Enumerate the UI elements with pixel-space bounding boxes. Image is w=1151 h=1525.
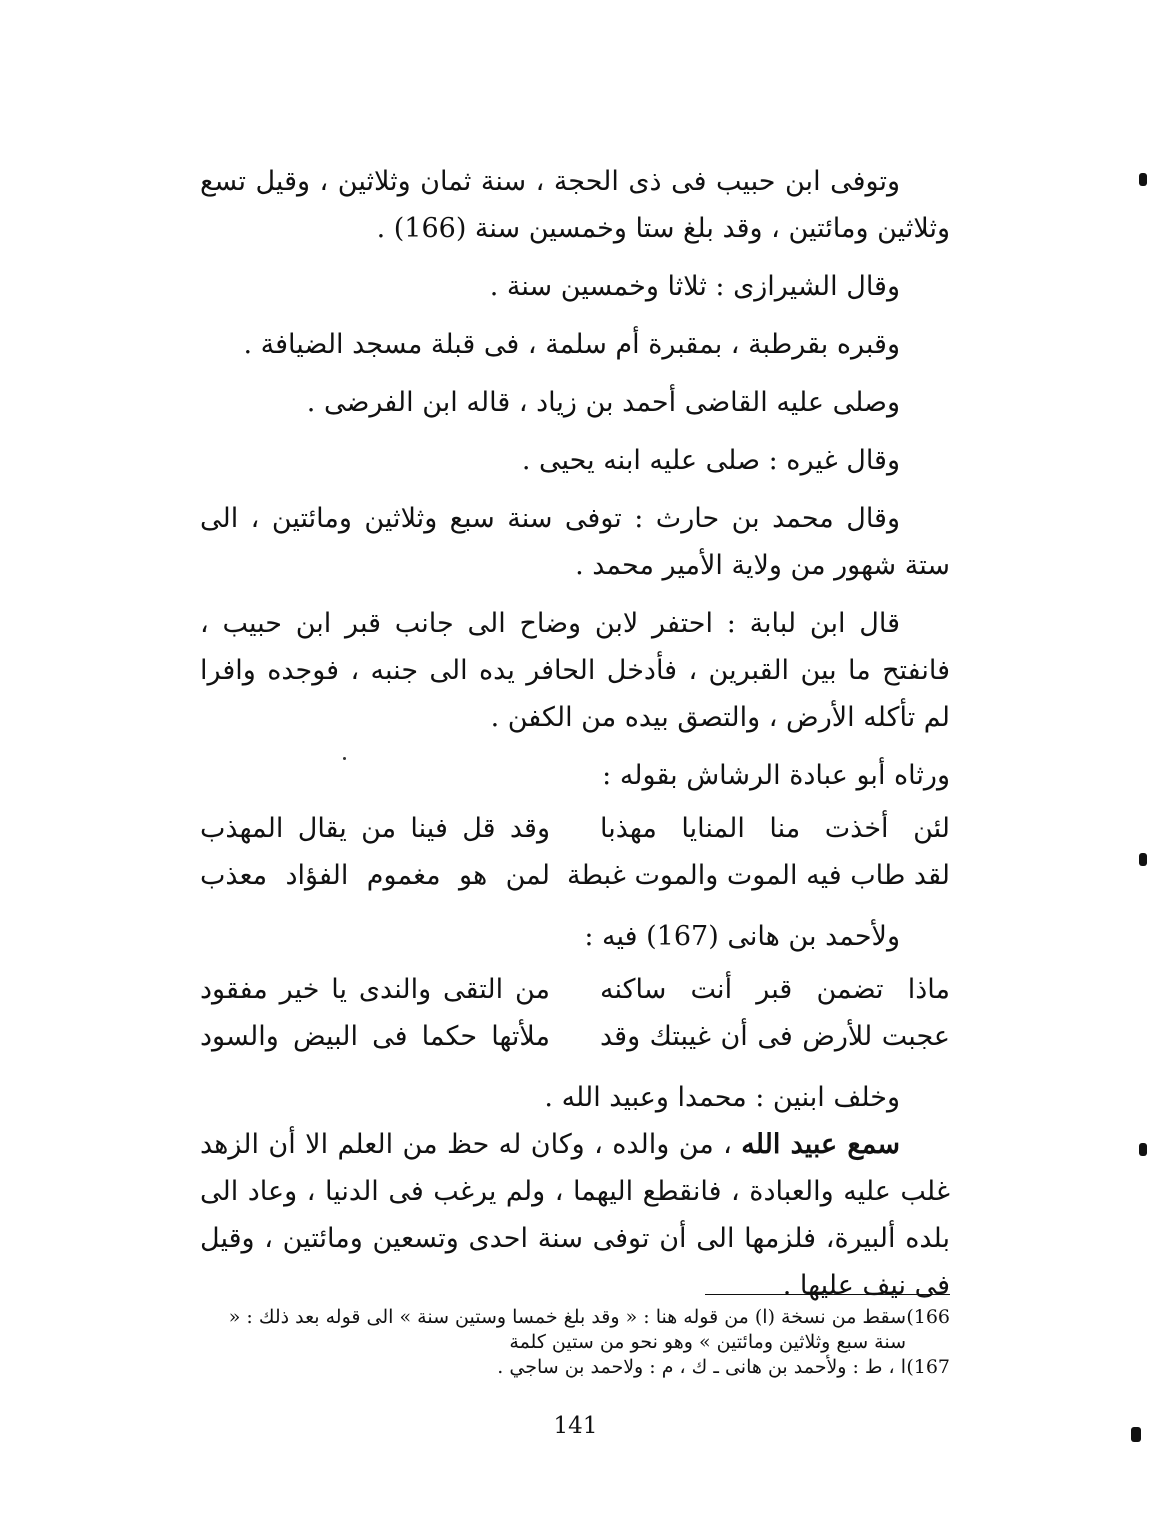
footnotes [200,1305,950,1380]
margin-ink-mark [1139,1143,1147,1156]
paragraph-shirazi: وقال الشيرازى : ثلاثا وخمسين سنة . [489,271,900,302]
verse-second-hemistich: من التقى والندى يا خير مفقود [200,974,550,1005]
paragraph-other-report: وقال غيره : صلى عليه ابنه يحيى . [521,445,900,476]
verse-line [200,1013,950,1060]
paragraph-sons: وخلف ابنين : محمدا وعبيد الله . [544,1082,900,1113]
ubaidallah-heading: سمع عبيد الله [741,1129,900,1160]
poem-rashash [200,805,950,899]
footnote-text: ا ، ط : ولأحمد بن هانى ـ ك ، م : ولاحمد بن ساجي . [497,1356,906,1378]
verse-first-hemistich: عجبت للأرض فى أن غيبتك وقد [600,1021,950,1052]
margin-ink-mark [1139,173,1147,186]
main-text [200,158,950,1320]
footnote-167 [200,1355,950,1380]
paragraph-death-date: وتوفى ابن حبيب فى ذى الحجة ، سنة ثمان وثلاثين ، وقيل تسع وثلاثين ومائتين ، وقد بلغ ستا وخمسين سنة (166) . [200,166,950,244]
paragraph-elegy-intro: ورثاه أبو عبادة الرشاش بقوله : [602,760,950,791]
margin-ink-mark [1139,853,1147,866]
footnote-text: سقط من نسخة (ا) من قوله هنا : « وقد بلغ خمسا وستين سنة » الى قوله بعد ذلك : « سنة سبع وثلاثين ومائتين » وهو نحو من ستين كلمة [228,1306,906,1353]
paragraph-ubaidallah [200,1121,950,1309]
poem-ibn-hani [200,966,950,1060]
margin-ink-mark [1131,1427,1141,1442]
verse-second-hemistich: وقد قل فينا من يقال المهذب [200,813,550,844]
verse-line [200,805,950,852]
paragraph-prayer: وصلى عليه القاضى أحمد بن زياد ، قاله ابن الفرضى . [306,387,900,418]
ubaidallah-text: ، من والده ، وكان له حظ من العلم الا أن الزهد غلب عليه والعبادة ، فانقطع اليهما ، ولم يرغب فى الدنيا ، وعاد الى بلده ألبيرة، فلزمها الى أن توفى سنة احدى وتسعين ومائتين ، وقيل فى نيف عليها . [200,1129,950,1301]
verse-first-hemistich: لقد طاب فيه الموت والموت غبطة [567,860,950,891]
page-number: 141 [553,1413,598,1439]
paragraph-burial: وقبره بقرطبة ، بمقبرة أم سلمة ، فى قبلة مسجد الضيافة . [243,329,900,360]
verse-second-hemistich: ملأتها حكما فى البيض والسود [200,1021,550,1052]
footnote-number: 167) [906,1356,950,1378]
verse-line [200,966,950,1013]
verse-first-hemistich: ماذا تضمن قبر أنت ساكنه [600,974,950,1005]
verse-second-hemistich: لمن هو مغموم الفؤاد معذب [200,860,550,891]
footnote-number: 166) [906,1306,950,1328]
paragraph-ibn-hani-intro: ولأحمد بن هانى (167) فيه : [584,921,900,952]
footnote-separator [705,1294,950,1295]
verse-line [200,852,950,899]
paragraph-ibn-harith: وقال محمد بن حارث : توفى سنة سبع وثلاثين ومائتين ، الى ستة شهور من ولاية الأمير محمد . [200,503,950,581]
footnote-166 [200,1305,950,1355]
paragraph-ibn-lubaba: قال ابن لبابة : احتفر لابن وضاح الى جانب قبر ابن حبيب ، فانفتح ما بين القبرين ، فأدخل الحافر يده الى جنبه ، فوجده وافرا لم تأكله الأرض ، والتصق بيده من الكفن . [200,608,950,733]
stray-dot [343,757,346,760]
verse-first-hemistich: لئن أخذت منا المنايا مهذبا [600,813,950,844]
